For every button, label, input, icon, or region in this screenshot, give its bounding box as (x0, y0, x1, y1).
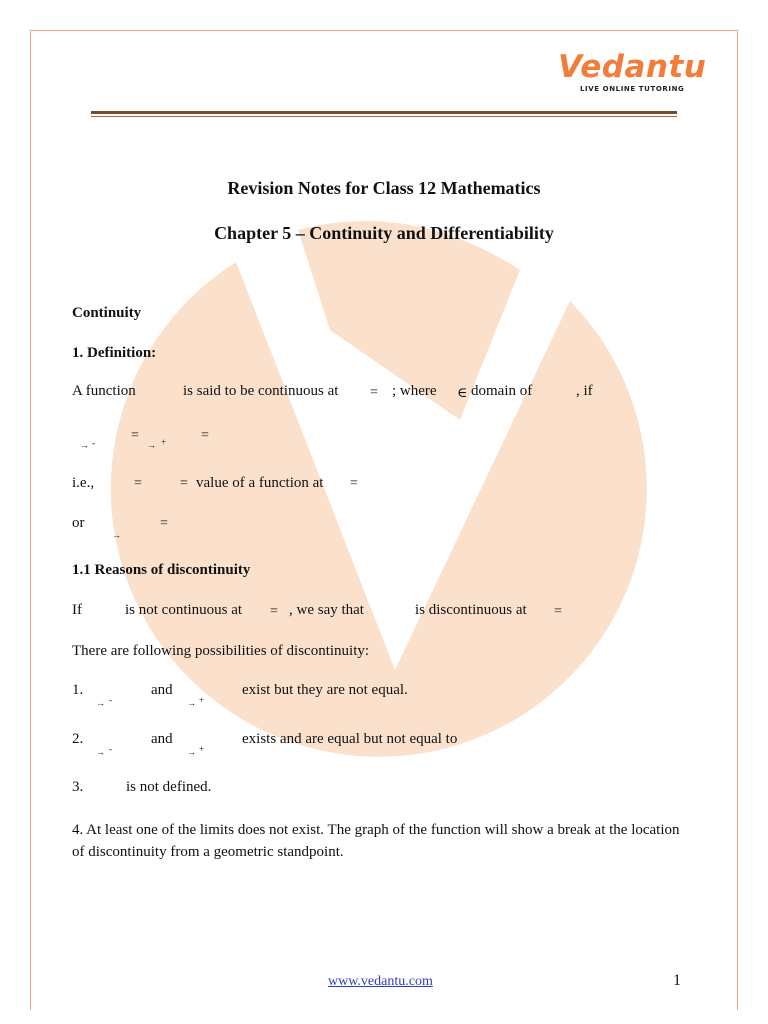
or-limit-arrow: → (112, 530, 121, 540)
page-number: 1 (673, 972, 681, 989)
item4-paragraph: 4. At least one of the limits does not exist. The graph of the function will show a break at the location of discontinuity from a geometric standpoint. (72, 822, 680, 860)
possibilities-intro: There are following possibilities of discontinuity: (72, 643, 370, 659)
if-text-a: is not continuous at (125, 602, 243, 618)
item1-arrow-b: → (187, 698, 196, 708)
definition-line (72, 383, 136, 400)
item1-and: and (151, 682, 173, 698)
item2-number: 2. (72, 731, 84, 747)
limit-plus: + (161, 437, 167, 447)
definition-heading: 1. Definition: (72, 345, 157, 361)
ie-eq-3: = (350, 476, 358, 491)
limit-eq-1: = (131, 428, 139, 443)
or-eq: = (160, 516, 168, 531)
def-eq: = (370, 385, 378, 400)
item1-text: exist but they are not equal. (242, 682, 408, 698)
logo-wordmark: Vedantu (558, 49, 707, 85)
item3-text: is not defined. (126, 779, 212, 795)
ie-text: value of a function at (196, 475, 324, 491)
limit-eq-2: = (201, 428, 209, 443)
item1-number: 1. (72, 682, 84, 698)
item2-plus: + (199, 744, 205, 754)
limit-arrow-right: → (147, 440, 156, 450)
item1-plus: + (199, 695, 205, 705)
item2-text: exists and are equal but not equal to (242, 731, 458, 747)
section-heading-continuity: Continuity (72, 305, 142, 321)
if-eq-1: = (270, 604, 278, 619)
if-text-c: is discontinuous at (415, 602, 527, 618)
def-text-d: domain of (471, 383, 533, 399)
ie-eq-2: = (180, 476, 188, 491)
limit-arrow-left: → (80, 440, 89, 450)
item1-arrow-a: → (96, 698, 105, 708)
item2-arrow-b: → (187, 747, 196, 757)
vedantu-logo (558, 50, 706, 93)
reasons-heading: 1.1 Reasons of discontinuity (72, 562, 251, 578)
def-text-c: ; where (392, 383, 437, 399)
if-label: If (72, 602, 82, 618)
limit-minus: - (92, 438, 95, 448)
ie-eq-1: = (134, 476, 142, 491)
item2-minus: - (109, 744, 112, 754)
or-label: or (72, 515, 85, 531)
logo-tagline: LIVE ONLINE TUTORING (579, 85, 685, 93)
item1-minus: - (109, 695, 112, 705)
footer-website-link[interactable]: www.vedantu.com (328, 974, 433, 989)
def-text-b: is said to be continuous at (183, 383, 339, 399)
def-text-a: A function (72, 383, 136, 399)
def-text-e: , if (576, 383, 593, 399)
item2-and: and (151, 731, 173, 747)
item2-arrow-a: → (96, 747, 105, 757)
header-rule-thin (91, 116, 677, 117)
item3-number: 3. (72, 779, 84, 795)
ie-label: i.e., (72, 475, 95, 491)
if-eq-2: = (554, 604, 562, 619)
header-rule (91, 111, 677, 114)
chapter-title: Chapter 5 – Continuity and Differentiability (214, 223, 554, 243)
document-title: Revision Notes for Class 12 Mathematics (227, 178, 541, 198)
if-text-b: , we say that (289, 602, 364, 618)
def-elem-symbol: ∈ (457, 386, 468, 401)
